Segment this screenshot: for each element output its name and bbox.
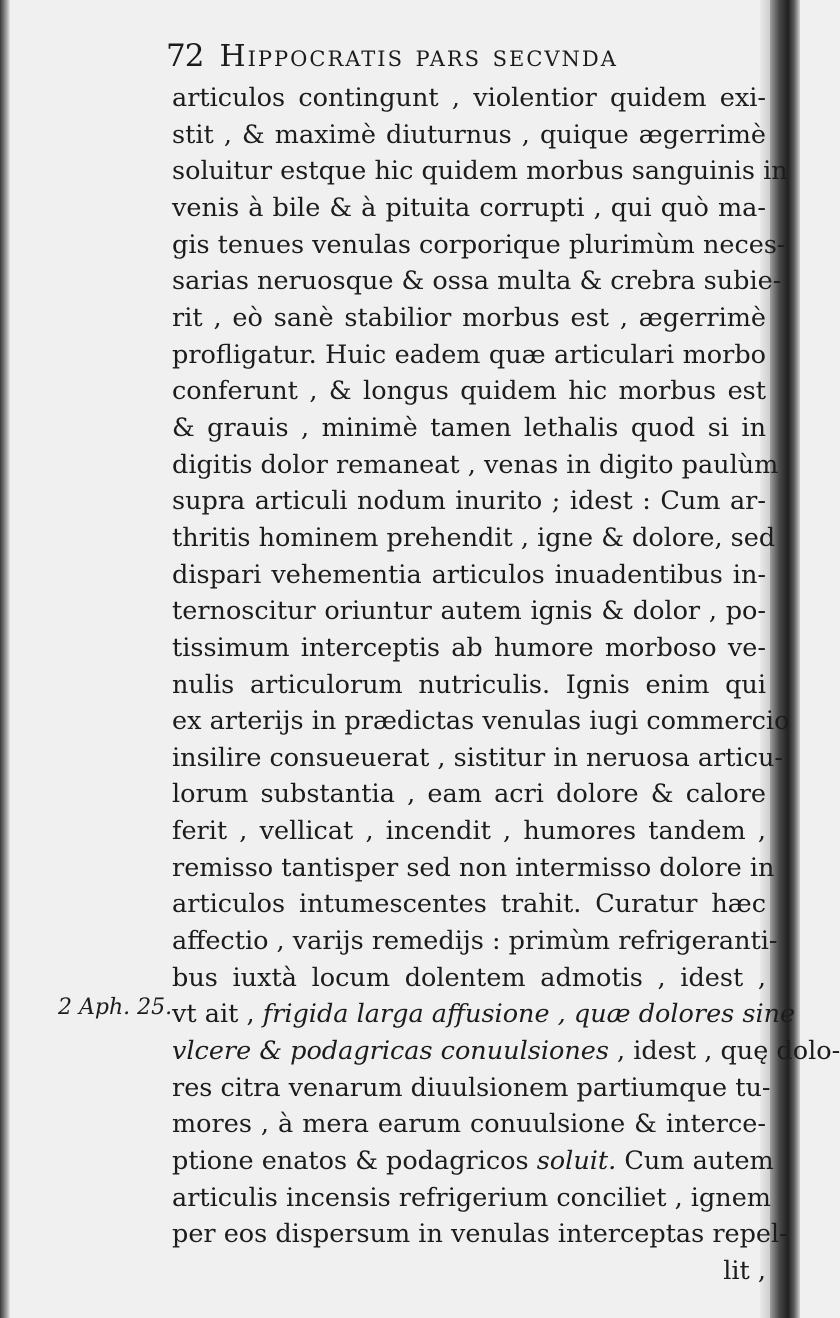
text-line	[172, 520, 776, 557]
italic-segment: vlcere & podagricas conuulsiones	[172, 1036, 609, 1067]
running-title: Hippocratis pars secvnda	[219, 39, 618, 74]
text-line	[172, 80, 766, 117]
text-segment: articulis incensis refrigerium conciliet , ignem	[172, 1182, 771, 1213]
text-line	[172, 263, 782, 300]
text-line	[172, 337, 766, 374]
margin-note: 2 Aph. 25.	[58, 995, 173, 1020]
text-line	[172, 703, 790, 740]
text-segment: articulos intumescentes trahit. Curatur hæc	[172, 889, 766, 920]
text-segment: rit , eò sanè stabilior morbus est , ægerrimè	[172, 302, 766, 333]
text-line	[172, 190, 766, 227]
text-line	[172, 483, 766, 520]
text-line	[172, 740, 784, 777]
text-segment: soluitur estque hic quidem morbus sanguinis in	[172, 156, 788, 187]
scan-edge-right	[770, 0, 800, 1318]
text-segment: articulos contingunt , violentior quidem exi-	[172, 83, 766, 113]
text-line	[172, 996, 796, 1033]
text-line	[172, 373, 766, 410]
text-line	[172, 153, 788, 190]
text-segment: & grauis , minimè tamen lethalis quod si in	[172, 412, 766, 443]
text-line	[172, 923, 778, 960]
text-segment: vt ait ,	[172, 999, 263, 1030]
text-block	[172, 80, 840, 1290]
running-head	[166, 38, 756, 84]
text-line	[172, 850, 775, 887]
text-line	[172, 1143, 774, 1180]
text-segment: ptione enatos & podagricos	[172, 1146, 537, 1177]
text-segment: ternoscitur oriuntur autem ignis & dolor , po-	[172, 596, 766, 627]
text-line	[172, 300, 766, 337]
text-segment: supra articuli nodum inurito ; idest : Cum ar-	[172, 486, 766, 517]
text-line	[172, 117, 766, 154]
text-segment: Cum autem	[616, 1146, 774, 1177]
text-line	[172, 227, 786, 264]
page-number: 72	[166, 38, 204, 74]
text-segment: lit ,	[723, 1256, 766, 1286]
text-line	[172, 447, 779, 484]
text-segment: tissimum interceptis ab humore morboso ve-	[172, 632, 766, 663]
text-line	[172, 1216, 788, 1253]
text-segment: digitis dolor remaneat , venas in digito paulùm	[172, 449, 779, 480]
text-segment: dispari vehementia articulos inuadentibus in-	[172, 559, 766, 590]
text-segment: thritis hominem prehendit , igne & dolore, sed	[172, 522, 776, 553]
text-segment: insilire consueuerat , sistitur in neruosa articu-	[172, 742, 784, 773]
text-line	[172, 1180, 771, 1217]
text-line	[172, 1253, 766, 1290]
text-segment: res citra venarum diuulsionem partiumque tu-	[172, 1072, 771, 1103]
text-segment: nulis articulorum nutriculis. Ignis enim qui	[172, 669, 766, 700]
scan-shadow-left	[0, 0, 10, 1318]
text-line	[172, 776, 766, 813]
text-segment: remisso tantisper sed non intermisso dolore in	[172, 852, 775, 883]
italic-segment: soluit.	[536, 1146, 617, 1177]
text-line	[172, 1070, 771, 1107]
text-segment: gis tenues venulas corporique plurimùm neces-	[172, 229, 786, 260]
text-line	[172, 593, 766, 630]
text-line	[172, 813, 766, 850]
text-segment: sarias neruosque & ossa multa & crebra subie-	[172, 266, 782, 297]
text-line	[172, 886, 766, 923]
text-segment: per eos dispersum in venulas interceptas repel-	[172, 1219, 788, 1250]
text-segment: , idest , quę dolo-	[608, 1036, 840, 1067]
text-line	[172, 630, 766, 667]
text-line	[172, 667, 766, 704]
text-segment: bus iuxtà locum dolentem admotis , idest ,	[172, 962, 766, 993]
text-line	[172, 960, 766, 997]
text-segment: affectio , varijs remedijs : primùm refrigeranti-	[172, 926, 778, 957]
text-line	[172, 410, 766, 447]
text-segment: stit , & maximè diuturnus , quique ægerrimè	[172, 119, 766, 150]
text-line	[172, 1033, 840, 1070]
text-line	[172, 557, 766, 594]
text-segment: venis à bile & à pituita corrupti , qui quò ma-	[172, 192, 766, 223]
text-segment: ex arterijs in prædictas venulas iugi commercio	[172, 706, 790, 737]
italic-segment: frigida larga affusione , quæ dolores sine	[262, 999, 796, 1030]
text-segment: ferit , vellicat , incendit , humores tandem ,	[172, 816, 766, 847]
text-segment: conferunt , & longus quidem hic morbus est	[172, 376, 766, 407]
text-line	[172, 1106, 766, 1143]
text-segment: lorum substantia , eam acri dolore & calore	[172, 779, 766, 810]
text-segment: mores , à mera earum conuulsione & interce-	[172, 1109, 766, 1140]
text-segment: profligatur. Huic eadem quæ articulari morbo	[172, 339, 766, 370]
